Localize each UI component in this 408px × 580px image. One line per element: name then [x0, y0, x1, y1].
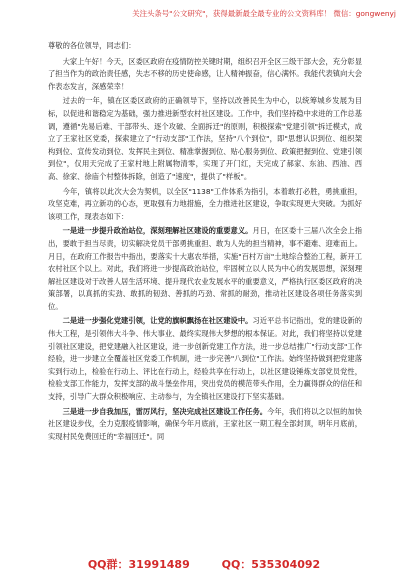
- paragraph-lead: 二是进一步强化党建引领，让党的旗帜飘扬在社区建设中。: [62, 316, 253, 326]
- paragraph-text: 大家上午好！今天，区委区政府在疫情防控关键时期，组织召开全区三级干部大会，充分彰显了担当作为的政治责任感，失志不移的历史使命感，让人精神振奋，信心满怀。我能代表镇向大会作表态发言，深感荣幸！: [48, 56, 362, 91]
- paragraph-5: [48, 315, 362, 403]
- paragraph-lead: 三是进一步自我加压，雷厉风行，坚决完成社区建设工作任务。: [62, 406, 268, 416]
- paragraph-text: 过去的一年，镇在区委区政府的正确领导下，坚持以改善民生为中心，以统筹城乡发展为目标，以促进和谐稳定为基础，强力推进新型农村社区建设。工作中，我们坚持稳中求进的工作总基调，遵循"先易后难、干部带头、逐个攻破、全面拆迁"的原则，积极探索"党建引领"拆迁模式，成立了王家社区党委，探索建立了"行动支部"工作法，坚持"八个到位"，即"思想认识到位、组织架构到位、宣传发动到位、发挥民主到位、精准掌握到位、贴心服务到位、政策把握到位、党建引领到位"，仅用天完成了王家村地上附属物清零，实现了开门红，天完成了郝家、东油、西油、西高、徐家、徐庙个村整体拆除，创造了"速度"，提供了"样板"。: [48, 96, 362, 181]
- paragraph-text: 月日，在区委十三届八次全会上指出，要敢于担当尽责，切实解决党员干部勇挑重担、敢为人先的担当精神，事不避难、迎难而上。月日，在政府工作报告中指出，要落实十大惠农举措，实施"百村万亩"土地综合整治工程，新开工农村社区个以上。对此，我们将进一步提高政治站位，牢固树立以人民为中心的发展思想，深刻理解社区建设对于改善人居生活环境、提升现代农业发展水平的重要意义，严格执行区委区政府的决策部署，以真抓的实劲、敢抓的韧劲、善抓的巧劲、常抓的耐劲，推动社区建设各项任务落实到位。: [48, 226, 363, 311]
- paragraph-3: [48, 186, 362, 224]
- salutation: 尊敬的各位领导，同志们：: [48, 41, 136, 50]
- paragraph-lead: 一是进一步提升政治站位，深刻理解社区建设的重要意义。: [62, 226, 253, 236]
- paragraph-1: [48, 56, 362, 94]
- paragraph-text: 习近平总书记指出，党的建设新的伟大工程，是引领伟大斗争、伟大事业、最终实现伟大梦想的根本保证。对此，我们将坚持以党建引领社区建设，把党建融入社区建设，进一步创新党建工作方法，进一步总结推广"行动支部"工作经验，进一步建立全覆盖社区党委工作机制，进一步完善"八到位"工作法。始终坚持做到把党建落实到行动上，检验在行动上、评比在行动上，经验共享在行动上，以社区建设锤炼支部党员党性，检验支部工作能力，发挥支部的战斗堡垒作用，突出党员的模范带头作用，全力赢得群众的信任和支持，引导广大群众积极响应、主动参与，为全镇社区建设打下坚实基础。: [48, 316, 363, 402]
- paragraph-4: [48, 225, 362, 313]
- paragraph-6: [48, 406, 362, 444]
- footer-contact: [0, 556, 408, 572]
- paragraph-2: [48, 95, 362, 183]
- footer-qq: QQ：535304092: [221, 558, 321, 571]
- header-banner: 关注头条号"公文研究"，获得最新最全最专业的公文资料库！ 微信：gongwenyj: [132, 9, 396, 18]
- paragraph-text: 今年，镇将以此次大会为契机，以全区"1138"工作体系为指引，本着敢打必胜，勇挑重担，攻坚克难，再立新功的心态，更取强有力地措施，全力推进社区建设，争取实现更大突破。为抓好该项工作，现表态如下：: [48, 186, 362, 221]
- footer-qq-group: QQ群：31991489: [87, 558, 190, 571]
- paragraph-text: 今年，我们将以之以恒的加快社区建设步伐，全力克服疫情影响，确保今年月底前，王家社区一期工程全部封顶，明年月底前，实现村民免费回迁的"幸福回迁"。同: [48, 406, 363, 441]
- document-body: [48, 40, 362, 445]
